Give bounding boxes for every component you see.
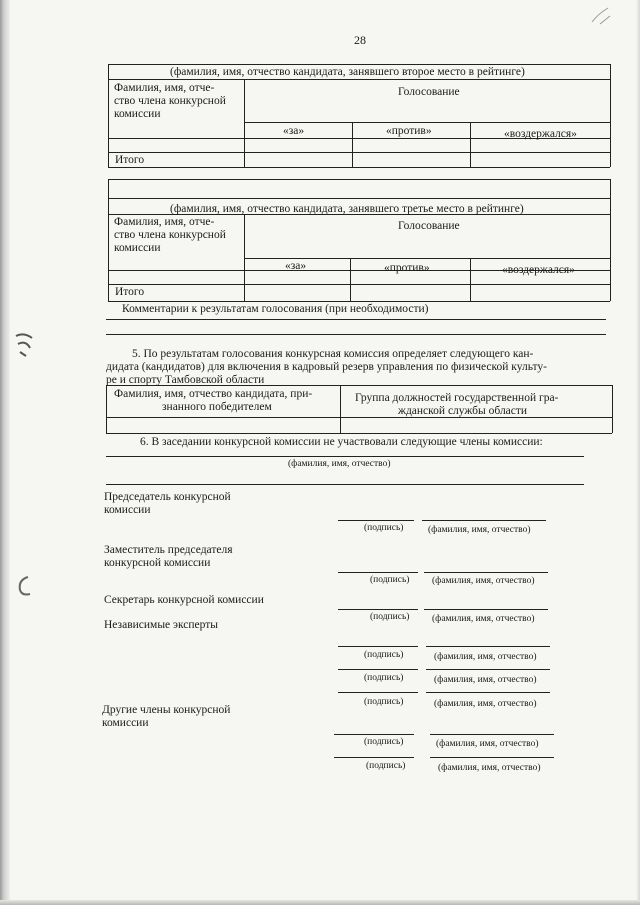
column-against: «против» (384, 262, 430, 274)
reserve-col1-header: знанного победителем (162, 401, 272, 413)
candidate-caption: (фамилия, имя, отчество кандидата, занявшего второе место в рейтинге) (170, 66, 525, 78)
absent-line (106, 456, 584, 457)
name-line (426, 646, 550, 647)
corner-pen-mark (588, 4, 614, 26)
column-for: «за» (285, 260, 307, 272)
name-line (430, 757, 554, 758)
table-border (106, 385, 612, 386)
table-border (244, 79, 245, 167)
name-caption: (фамилия, имя, отчество) (434, 652, 537, 662)
table-border (108, 179, 610, 180)
secretary-label: Секретарь конкурсной комиссии (104, 594, 264, 606)
signature-caption: (подпись) (364, 650, 404, 660)
comments-line (106, 334, 606, 335)
table-border (106, 385, 107, 433)
chairman-label: комиссии (104, 504, 151, 516)
name-line (430, 734, 554, 735)
table-border (244, 122, 610, 123)
name-caption: (фамилия, имя, отчество) (432, 614, 535, 624)
signature-caption: (подпись) (364, 737, 404, 747)
total-label: Итого (115, 286, 145, 298)
paragraph-5-line: ре и спорту Тамбовской области (106, 374, 265, 386)
table-border (244, 214, 245, 301)
table-border (108, 79, 610, 80)
column-for: «за» (283, 125, 305, 137)
deputy-label: конкурсной комиссии (104, 557, 211, 569)
signature-caption: (подпись) (370, 612, 410, 622)
table-border (108, 64, 109, 167)
table-border (610, 179, 611, 301)
signature-line (338, 669, 418, 670)
table-border (108, 198, 610, 199)
reserve-col1-header: Фамилия, имя, отчество кандидата, при- (114, 388, 313, 400)
candidate-caption: (фамилия, имя, отчество кандидата, занявшего третье место в рейтинге) (170, 203, 524, 215)
name-caption: (фамилия, имя, отчество) (436, 739, 539, 749)
signature-caption: (подпись) (364, 697, 404, 707)
absent-line (106, 484, 584, 485)
hole-punch-mark (14, 574, 36, 598)
name-caption: (фамилия, имя, отчество) (432, 576, 535, 586)
comments-label: Комментарии к результатам голосования (при необходимости) (122, 303, 429, 315)
scan-edge-bottom (0, 900, 640, 905)
table-border (106, 417, 612, 418)
table-border (108, 64, 610, 65)
others-label: Другие члены конкурсной (102, 704, 231, 716)
reserve-col2-header: жданской службы области (398, 405, 528, 417)
column-against: «против» (386, 125, 432, 137)
page-number: 28 (354, 33, 366, 47)
paragraph-6: 6. В заседании конкурсной комиссии не участвовали следующие члены комиссии: (140, 436, 543, 448)
table-border (106, 433, 612, 434)
comments-line (106, 319, 606, 320)
others-label: комиссии (102, 717, 149, 729)
scan-edge-right (636, 0, 640, 905)
name-line (426, 692, 550, 693)
voting-header: Голосование (398, 220, 460, 232)
member-header: комиссии (114, 108, 161, 120)
name-line (424, 609, 548, 610)
experts-label: Независимые эксперты (104, 619, 218, 631)
chairman-label: Председатель конкурсной (104, 491, 231, 503)
name-caption: (фамилия, имя, отчество) (434, 675, 537, 685)
table-border (108, 301, 610, 302)
total-label: Итого (115, 154, 145, 166)
signature-caption: (подпись) (366, 761, 406, 771)
signature-line (338, 646, 418, 647)
table-border (108, 284, 610, 285)
reserve-col2-header: Группа должностей государственной гра- (355, 392, 559, 404)
voting-header: Голосование (398, 86, 460, 98)
table-border (350, 258, 351, 301)
deputy-label: Заместитель председателя (104, 544, 233, 556)
signature-line (338, 609, 418, 610)
table-border (108, 152, 610, 153)
table-border (108, 167, 610, 168)
member-header: ство члена конкурсной (114, 95, 226, 107)
table-border (108, 179, 109, 301)
table-border (470, 258, 471, 301)
signature-line (338, 572, 418, 573)
member-header: Фамилия, имя, отче- (114, 82, 215, 94)
name-line (426, 669, 550, 670)
table-border (244, 258, 610, 259)
signature-caption: (подпись) (364, 673, 404, 683)
signature-caption: (подпись) (364, 523, 404, 533)
table-border (340, 385, 341, 433)
name-line (422, 520, 546, 521)
member-header: Фамилия, имя, отче- (114, 216, 215, 228)
signature-line (338, 692, 418, 693)
paragraph-5-line: дидата (кандидатов) для включения в кадровый резерв управления по физической культу- (106, 361, 547, 373)
signature-line (338, 520, 414, 521)
signature-line (334, 757, 414, 758)
member-header: комиссии (114, 242, 161, 254)
signature-line (334, 734, 414, 735)
signature-caption: (подпись) (370, 575, 410, 585)
column-abstain: «воздержался» (504, 128, 577, 140)
name-caption: (фамилия, имя, отчество) (428, 525, 531, 535)
table-border (470, 122, 471, 167)
name-caption: (фамилия, имя, отчество) (434, 699, 537, 709)
name-caption: (фамилия, имя, отчество) (438, 763, 541, 773)
hole-punch-mark (12, 330, 38, 360)
name-line (424, 572, 548, 573)
scan-edge-left (0, 0, 10, 905)
member-header: ство члена конкурсной (114, 229, 226, 241)
absent-caption: (фамилия, имя, отчество) (288, 459, 391, 469)
table-border (610, 64, 611, 167)
column-abstain: «воздержался» (502, 264, 575, 276)
paragraph-5-line: 5. По результатам голосования конкурсная комиссия определяет следующего кан- (132, 348, 534, 360)
table-border (352, 122, 353, 167)
table-border (612, 385, 613, 433)
